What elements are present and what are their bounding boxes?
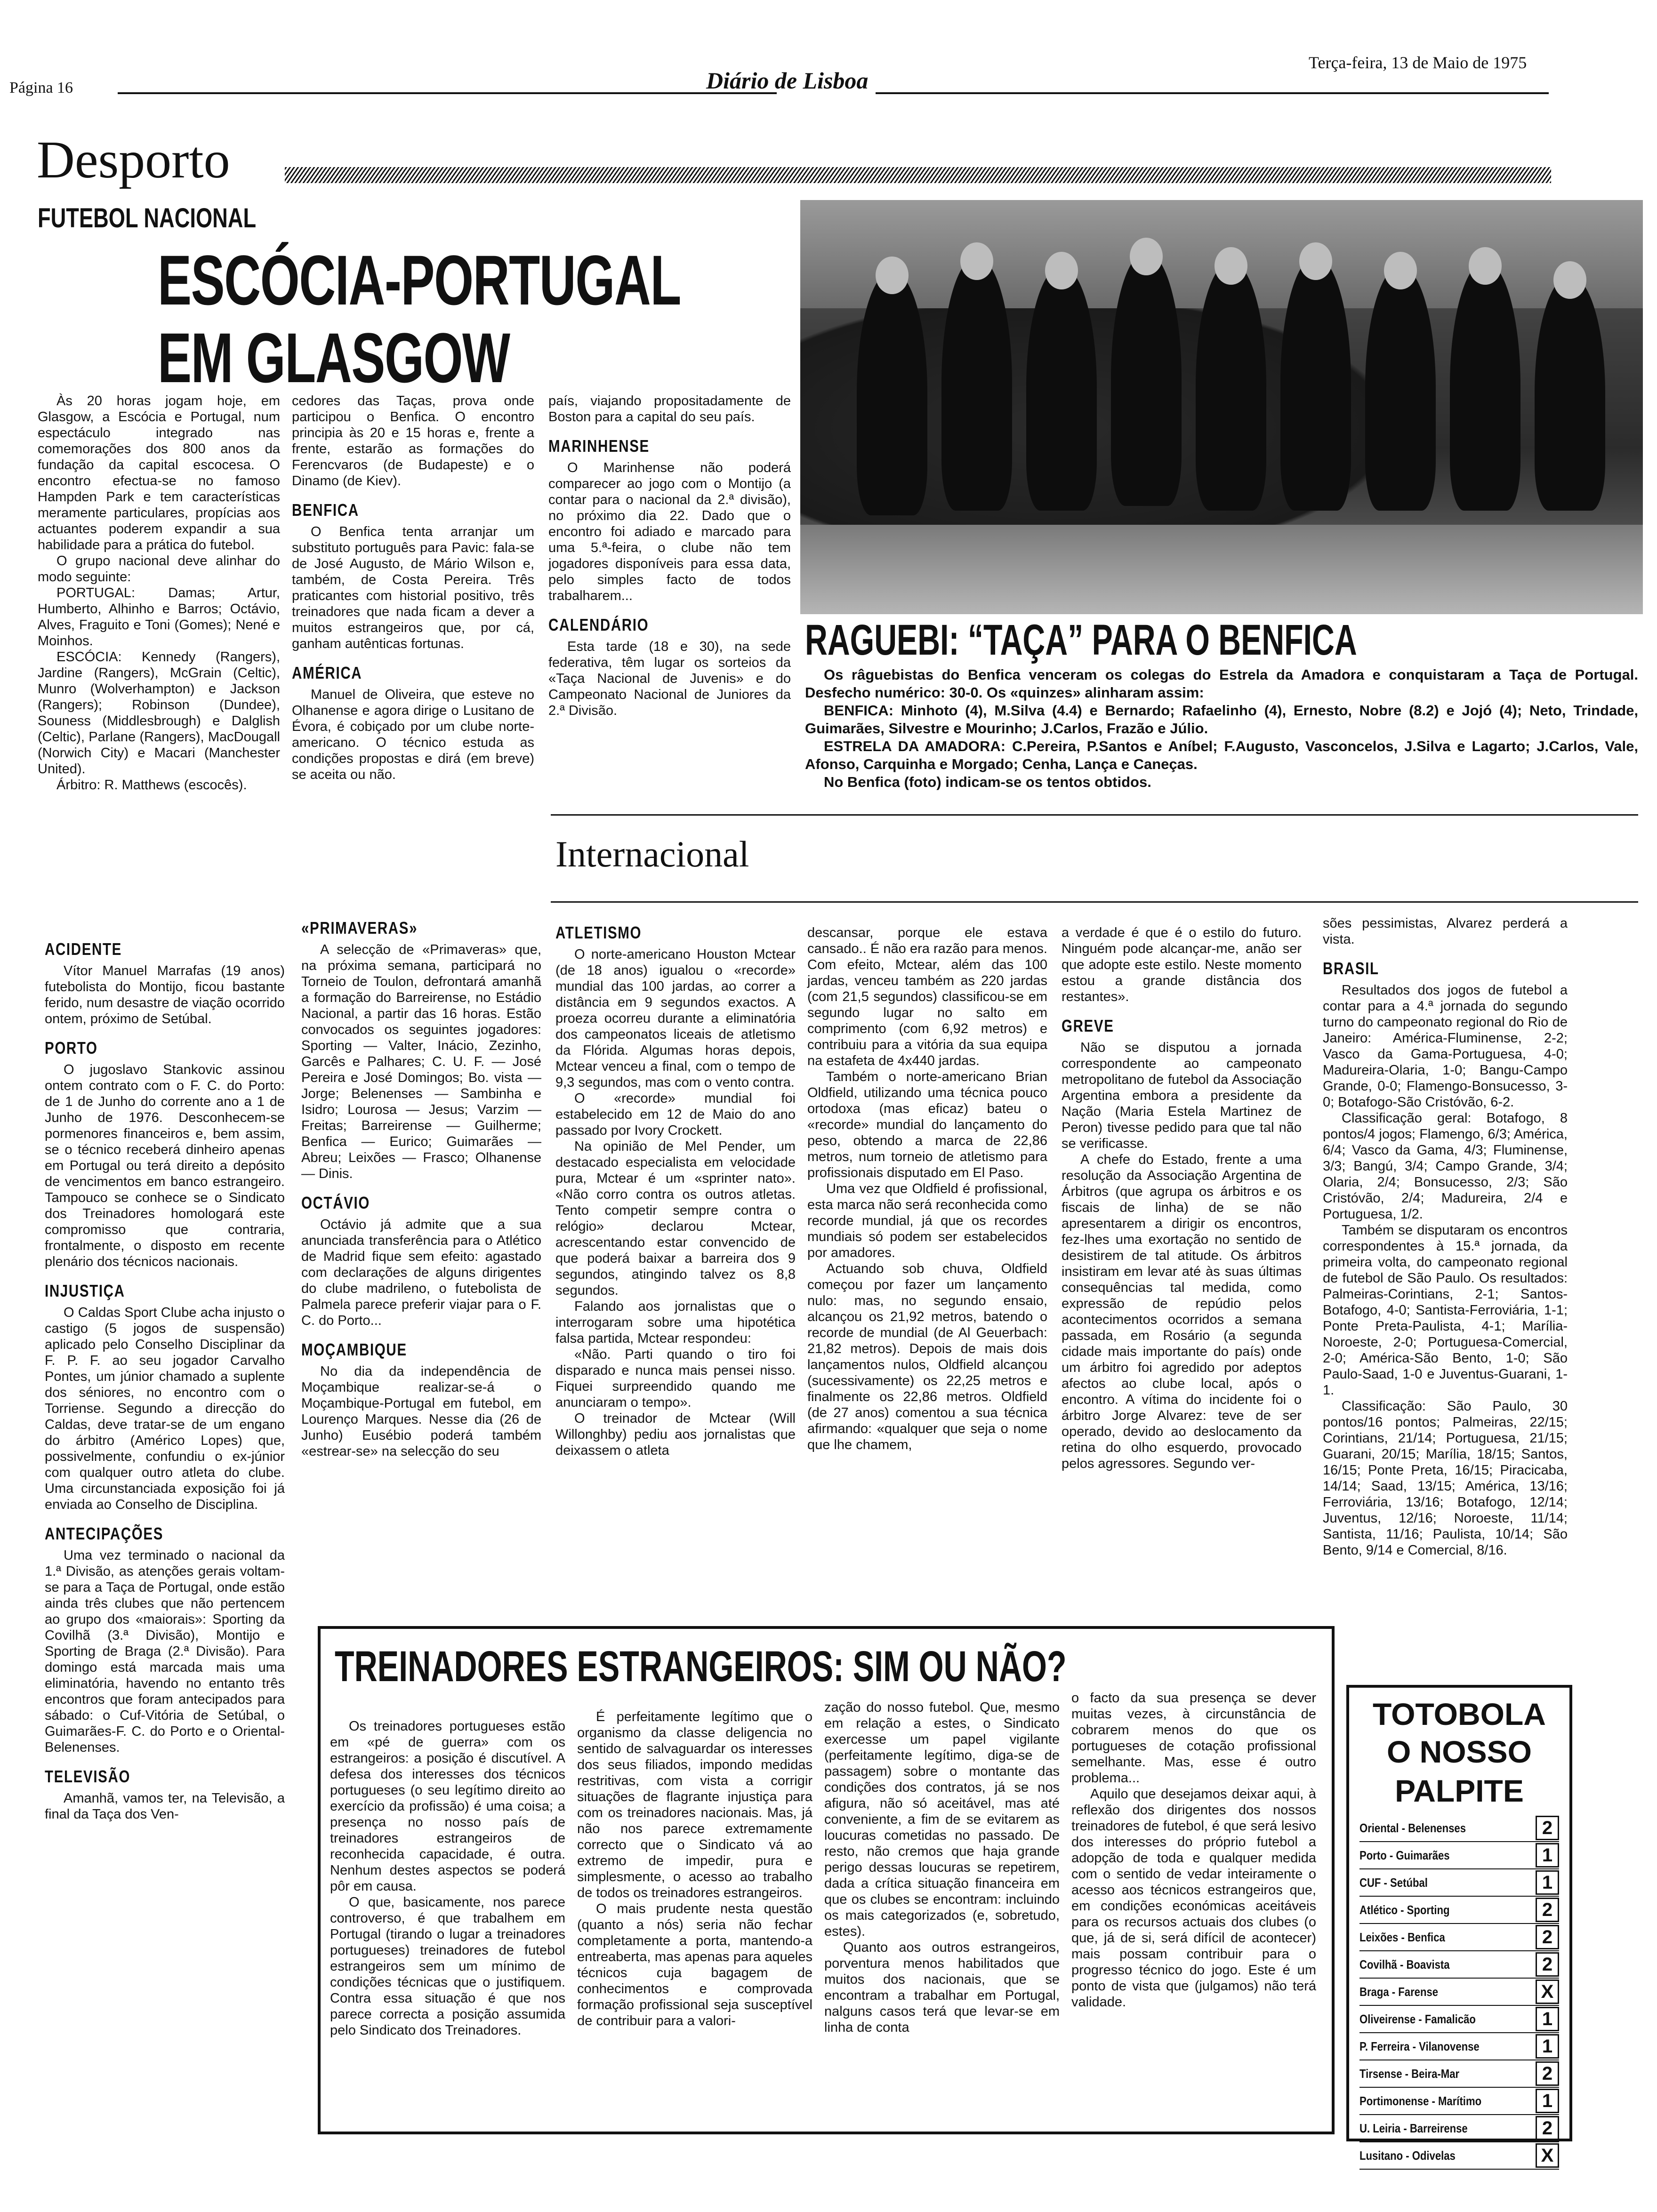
match-name: Atlético - Sporting: [1359, 1902, 1450, 1917]
paragraph: O Caldas Sport Clube acha injusto o castigo (5 jogos de suspensão) aplicado pelo Conselho Disciplinar da F. P. F. ao seu jogador Carvalho Pontes, um júnior chamado a suplente dos séniores, no encontro com o Torriense. Segundo a direcção do Caldas, deve tratar-se de um engano do árbitro (Américo Lopes) que, possivelmente, confundiu o ex-júnior com qualquer outro atleta do clube. Uma circunstanciada exposição foi já enviada ao Conselho de Disciplina.: [45, 1305, 285, 1512]
totobola-subtitle: O NOSSO: [1386, 1734, 1532, 1769]
paragraph: Uma vez terminado o nacional da 1.ª Divisão, as atenções gerais voltam-se para a Taça de Portugal, onde estão ainda três clubes que não pertencem ao grupo dos «maiorais»: Sporting da Covilhã (3.ª Divisão), Montijo e Sporting de Braga (2.ª Divisão). Para domingo está marcada mais uma eliminatória, havendo no entanto três encontros que foram antecipados para sábado: o Cuf-Vitória de Setúbal, o Guimarães-F. C. do Porto e o Oriental-Belenenses.: [45, 1548, 285, 1755]
player-head: [1215, 247, 1247, 285]
treinadores-col-4: [1071, 1690, 1316, 2010]
paragraph: BENFICA: Minhoto (4), M.Silva (4.4) e Bernardo; Rafaelinho (4), Ernesto, Nobre (8.2) e Jojó (4); Neto, Trindade, Guimarães, Silvestre e Mourinho; J.Carlos, Frazão e Júlio.: [805, 702, 1638, 737]
player-figure: [941, 256, 1012, 511]
match-tip: 1: [1536, 2034, 1559, 2059]
player-head: [1469, 247, 1502, 285]
paragraph: ESCÓCIA: Kennedy (Rangers), Jardine (Rangers), McGrain (Celtic), Munro (Wolverhampton) e Jackson (Rangers); Robinson (Dundee), Souness (Middlesbrough) e Dalglish (Celtic), Parlane (Rangers), MacDougall (Norwich City) e Macari (Manchester United).: [38, 649, 280, 777]
paragraph: O mais prudente nesta questão (quanto a nós) seria não fechar completamente a porta, mantendo-a entreaberta, mas apenas para aqueles técnicos cuja bagagem de conhecimentos e comprovada formação profissional seja susceptível de contribuir para a valori-: [577, 1901, 812, 2028]
totobola-row: [1359, 2033, 1559, 2060]
paragraph: ESTRELA DA AMADORA: C.Pereira, P.Santos e Aníbel; F.Augusto, Vasconcelos, J.Silva e Lagarto; J.Carlos, Vale, Afonso, Carquinha e Morgado; Cenha, Lança e Caneças.: [805, 738, 1638, 772]
paragraph: Quanto aos outros estrangeiros, porventura menos habilitados que muitos dos nacionais, que se encontram a trabalhar em Portugal, nalguns casos terá que levar-se em linha de conta: [824, 1940, 1060, 2035]
paragraph: o facto da sua presença se dever muitas vezes, à circunstância de cobrarem menos do que os portugueses de cotação profissional semelhante. Mas, esse é outro problema...: [1071, 1691, 1316, 1786]
atletismo-col-1: [555, 925, 796, 1459]
paragraph: Esta tarde (18 e 30), na sede federativa, têm lugar os sorteios da «Taça Nacional de Juvenis» e do Campeonato Nacional de Juniores da 2.ª Divisão.: [548, 639, 791, 718]
paragraph: Manuel de Oliveira, que esteve no Olhanense e agora dirige o Lusitano de Évora, é cobiçado por um clube norte-americano. O técnico estuda as condições propostas e dirá (em breve) se aceita ou não.: [292, 687, 534, 782]
paragraph: O Marinhense não poderá comparecer ao jogo com o Montijo (a contar para o nacional da 2.ª divisão), no próximo dia 22. Dado que o encontro foi adiado e marcado para uma 5.ª-feira, o clube não tem jogadores disponíveis para essa data, pelo simples facto de todos trabalharem...: [548, 460, 791, 603]
paragraph: Aquilo que desejamos deixar aqui, à reflexão dos dirigentes dos nossos treinadores de futebol, é que será lesivo dos interesses do próprio futebol a adopção de toda e qualquer medida com o sentido de vedar inteiramente o acesso aos técnicos estrangeiros que, em condições económicas aceitáveis para os recursos actuais dos clubes (o que, já de si, será difícil de acontecer) mais possam contribuir para o progresso técnico do jogo. Este é um ponto de vista que (julgamos) não terá validade.: [1071, 1787, 1316, 2010]
match-name: Tirsense - Beira-Mar: [1359, 2066, 1460, 2081]
subhead-primaveras: «PRIMAVERAS»: [301, 918, 418, 938]
subhead-porto: PORTO: [45, 1038, 98, 1058]
totobola-row: [1359, 1979, 1559, 2006]
paragraph: Às 20 horas jogam hoje, em Glasgow, a Escócia e Portugal, num espectáculo integrado nas comemorações dos 800 anos da fundação da capital escocesa. O encontro efectua-se no famoso Hampden Park e tem características meramente particulares, propícias aos actuantes poderem expandir a sua habilidade para a prática do futebol.: [38, 393, 280, 553]
match-tip: 2: [1536, 1898, 1559, 1922]
subhead-calendario: CALENDÁRIO: [548, 615, 649, 634]
subhead-octavio: OCTÁVIO: [301, 1193, 370, 1212]
player-head: [1045, 252, 1078, 289]
paragraph: Árbitro: R. Matthews (escocês).: [56, 777, 247, 793]
subhead-acidente: ACIDENTE: [45, 939, 122, 959]
paragraph: É perfeitamente legítimo que o organismo da classe deligencia no sentido de salvaguardar os interesses dos seus filiados, impondo medidas restritivas, com vista a corrigir situações de flagrante injustiça para com os treinadores nacionais. Mas, já não nos parece extremamente correcto que o Sindicato vá ao extremo de impedir, pura e simplesmente, o acesso ao trabalho de todos os treinadores estrangeiros.: [577, 1709, 812, 1900]
totobola-row: [1359, 1897, 1559, 1924]
team-photo: [800, 200, 1643, 614]
player-figure: [1535, 275, 1605, 511]
subsection-title: FUTEBOL NACIONAL: [38, 203, 257, 233]
player-figure: [1450, 261, 1520, 511]
match-tip: 2: [1536, 1952, 1559, 1977]
match-tip: 2: [1536, 1925, 1559, 1949]
paragraph: No Benfica (foto) indicam-se os tentos obtidos.: [824, 774, 1151, 790]
issue-date: Terça-feira, 13 de Maio de 1975: [1309, 53, 1527, 72]
page-number: Página 16: [9, 79, 73, 96]
main-story-col-3: [548, 393, 791, 719]
match-tip: 1: [1536, 2089, 1559, 2113]
paragraph: sões pessimistas, Alvarez perderá a vista.: [1323, 916, 1568, 947]
paragraph: Falando aos jornalistas que o interrogaram sobre uma hipotética falsa partida, Mctear respondeu:: [555, 1299, 796, 1346]
photo-story-text: [805, 666, 1638, 791]
totobola-row: [1359, 2060, 1559, 2088]
match-tip: X: [1536, 1980, 1559, 2004]
subhead-greve: GREVE: [1062, 1016, 1114, 1035]
masthead-rule: [118, 92, 777, 94]
paragraph: cedores das Taças, prova onde participou o Benfica. O encontro principia às 20 e 15 horas e, frente a frente, estarão as formações do Ferencvaros (de Budapeste) e o Dinamo (de Kiev).: [292, 393, 534, 489]
paragraph: O norte-americano Houston Mctear (de 18 anos) igualou o «recorde» mundial das 100 jardas, ao correr a distância em 9 segundos exactos. A proeza ocorreu durante a eliminatória dos campeonatos liceais de atletismo da Flórida. Algumas horas depois, Mctear venceu a final, com o tempo de 9,3 segundos, mas com o vento contra.: [555, 947, 796, 1090]
internacional-title: Internacional: [555, 834, 749, 874]
paragraph: No dia da independência de Moçambique realizar-se-á o Moçambique-Portugal em futebol, em Lourenço Marques. Nesse dia (26 de Junho) Eusébio poderá também «estrear-se» na selecção do seu: [301, 1364, 541, 1459]
match-name: Oliveirense - Famalicão: [1359, 2012, 1476, 2026]
subhead-marinhense: MARINHENSE: [548, 436, 650, 456]
player-figure: [857, 271, 927, 515]
treinadores-col-1: [330, 1718, 565, 2038]
totobola-list: [1359, 1815, 1559, 2170]
player-figure: [1026, 266, 1097, 511]
treinadores-col-3: [824, 1699, 1060, 2036]
totobola-row: [1359, 2088, 1559, 2115]
treinadores-col-2: [577, 1709, 812, 2029]
player-head: [1130, 238, 1163, 275]
totobola-title: TOTOBOLA: [1373, 1697, 1546, 1731]
subhead-america: AMÉRICA: [292, 663, 362, 682]
headline-line-2: EM GLASGOW: [158, 318, 510, 397]
paragraph: Na opinião de Mel Pender, um destacado especialista em velocidade pura, Mctear é um «sprinter nato». «Não corro contra os outros atletas. Tento competir sempre contra o relógio» declarou Mctear, acrescentando estar convencido de que poderá baixar a barreira dos 9 segundos, atingindo talvez os 8,8 segundos.: [555, 1139, 796, 1298]
player-head: [960, 242, 993, 280]
paragraph: a verdade é que é o estilo do futuro. Ninguém pode alcançar-me, anão ser que adopte este estilo. Neste momento estou a grande distância dos restantes».: [1062, 925, 1302, 1004]
paragraph: Octávio já admite que a sua anunciada transferência para o Atlético de Madrid fique sem efeito: agastado com declarações de alguns dirigentes do clube madrileno, o futebolista de Palmela parece preferir viajar para o F. C. do Porto...: [301, 1217, 541, 1328]
greve-column: [1062, 925, 1302, 1472]
paragraph: Amanhã, vamos ter, na Televisão, a final da Taça dos Ven-: [45, 1791, 285, 1822]
paragraph: Classificação geral: Botafogo, 8 pontos/4 jogos; Flamengo, 6/3; América, 6/4; Vasco da Gama, 4/3; Fluminense, 3/3; Bangú, 3/4; Campo Grande, 3/4; Olaria, 2/4; Bonsucesso, 2/3; São Cristóvão, 2/4; Madureira, 2/4 e Portuguesa, 1/2.: [1323, 1111, 1568, 1222]
match-tip: 2: [1536, 2061, 1559, 2086]
internacional-rule-top: [551, 814, 1638, 816]
left-column-briefs: [45, 941, 285, 1822]
photo-ground: [800, 525, 1643, 614]
match-tip: X: [1536, 2143, 1559, 2168]
paragraph: O jugoslavo Stankovic assinou ontem contrato com o F. C. do Porto: de 1 de Junho do corrente ano a 1 de Junho de 1976. Desconhecem-se pormenores financeiros e, bem assim, se o técnico receberá dinheiro apenas em Portugal ou terá direito a depósito de vencimentos em banco estrangeiro. Tampouco se conhece se o Sindicato dos Treinadores homologará este compromisso que contraria, frontalmente, o disposto em recente plenário dos técnicos nacionais.: [45, 1062, 285, 1269]
match-tip: 2: [1536, 2116, 1559, 2140]
paragraph: «Não. Parti quando o tiro foi disparado e nunca mais pensei nisso. Fiquei surpreendido quando me anunciaram o tempo».: [555, 1347, 796, 1410]
main-story-col-2: [292, 393, 534, 783]
subhead-atletismo: ATLETISMO: [555, 923, 642, 942]
subhead-brasil: BRASIL: [1323, 959, 1379, 978]
masthead-rule-right: [876, 92, 1549, 94]
paragraph: O que, basicamente, nos parece controverso, é que trabalhem em Portugal (tirando o lugar a treinadores portugueses) treinadores de futebol estrangeiros sem um mínimo de condições técnicas que o justifiquem. Contra essa situação é que nos parece correcta a posição assumida pelo Sindicato dos Treinadores.: [330, 1895, 565, 2038]
match-name: Covilhã - Boavista: [1359, 1957, 1450, 1972]
match-name: Leixões - Benfica: [1359, 1930, 1445, 1944]
match-name: Lusitano - Odivelas: [1359, 2148, 1456, 2163]
treinadores-box: [318, 1626, 1335, 2134]
paragraph: Vítor Manuel Marrafas (19 anos) futebolista do Montijo, ficou bastante ferido, num desastre de viação ocorrido ontem, próximo de Setúbal.: [45, 963, 285, 1026]
totobola-palpite: PALPITE: [1395, 1773, 1524, 1808]
match-tip: 1: [1536, 1843, 1559, 1867]
internacional-rule-bottom: [551, 901, 1638, 903]
paragraph: Não se disputou a jornada correspondente ao campeonato metropolitano de futebol da Associação Argentina embora a presidente da Nação (Maria Estela Martinez de Peron) tivesse pedido para que tal não se verificasse.: [1062, 1040, 1302, 1151]
player-head: [1553, 261, 1586, 299]
main-story-col-1: [38, 393, 280, 793]
match-name: Braga - Farense: [1359, 1984, 1439, 1999]
totobola-row: [1359, 2142, 1559, 2170]
totobola-row: [1359, 2115, 1559, 2142]
player-figure: [1196, 261, 1266, 511]
section-title: Desporto: [37, 131, 230, 189]
newspaper-name: Diário de Lisboa: [706, 67, 869, 94]
player-head: [1384, 252, 1417, 289]
player-head: [1299, 242, 1332, 280]
match-name: Portimonense - Marítimo: [1359, 2093, 1482, 2108]
paragraph: Resultados dos jogos de futebol a contar para a 4.ª jornada do segundo turno do campeonato regional do Rio de Janeiro: América-Fluminense, 2-2; Vasco da Gama-Portuguesa, 4-0; Madureira-Olaria, 1-0; Bangu-Campo Grande, 0-0; Flamengo-Bonsucesso, 3-0; Botafogo-São Cristóvão, 6-2.: [1323, 983, 1568, 1110]
paragraph: PORTUGAL: Damas; Artur, Humberto, Alhinho e Barros; Octávio, Alves, Fraguito e Toni (Gomes); Nené e Moinhos.: [38, 585, 280, 649]
subhead-antecipacoes: ANTECIPAÇÕES: [45, 1524, 164, 1543]
photo-story-headline: RAGUEBI: “TAÇA” PARA O BENFICA: [805, 616, 1357, 664]
match-name: Porto - Guimarães: [1359, 1848, 1450, 1862]
player-figure: [1365, 266, 1436, 511]
paragraph: O treinador de Mctear (Will Willonghby) pediu aos jornalistas que deixassem o atleta: [555, 1411, 796, 1458]
match-tip: 1: [1536, 1870, 1559, 1895]
paragraph: país, viajando propositadamente de Boston para a capital do seu país.: [548, 393, 791, 425]
paragraph: Os treinadores portugueses estão em «pé de guerra» com os estrangeiros: a posição é discutível. A defesa dos interesses dos técnicos portugueses (o seu legítimo direito ao exercício da profissão) é uma coisa; a presença no nosso país de treinadores estrangeiros de reconhecida capacidade, é outra. Nenhum destes aspectos se poderá pôr em causa.: [330, 1719, 565, 1894]
match-name: P. Ferreira - Vilanovense: [1359, 2039, 1480, 2053]
totobola-row: [1359, 1842, 1559, 1869]
atletismo-col-2: [807, 925, 1047, 1453]
paragraph: O «recorde» mundial foi estabelecido em 12 de Maio do ano passado por Ivory Crockett.: [555, 1091, 796, 1138]
paragraph: descansar, porque ele estava cansado.. É não era razão para menos. Com efeito, Mctear, além das 100 jardas, venceu também as 220 jardas (com 21,5 segundos) classificou-se em segundo lugar no salto em comprimento (com 6,92 metros) e contribuiu para a vitória da sua equipa na estafeta de 4x440 jardas.: [807, 925, 1047, 1068]
subhead-benfica: BENFICA: [292, 500, 359, 520]
paragraph: O Benfica tenta arranjar um substituto português para Pavic: fala-se de José Augusto, de Mário Wilson e, também, de Costa Pereira. Três praticantes com historial positivo, três treinadores que nada ficam a dever a muitos estrangeiros que, por cá, ganham autênticas fortunas.: [292, 524, 534, 651]
totobola-row: [1359, 1951, 1559, 1979]
headline-line-1: ESCÓCIA-PORTUGAL: [158, 240, 681, 320]
treinadores-headline: TREINADORES ESTRANGEIROS: SIM OU NÃO?: [335, 1643, 1067, 1691]
totobola-row: [1359, 1815, 1559, 1842]
paragraph: Actuando sob chuva, Oldfield começou por fazer um lançamento nulo: mas, no segundo ensaio, alcançou os 21,92 metros, batendo o recorde de mundial (de Al Geuerbach: 21,82 metros). Depois de mais dois lançamentos nulos, Oldfield alcançou (sucessivamente) os 22,25 metros e finalmente os 22,86 metros. Oldfield (de 27 anos) comentou a sua técnica afirmando: «qualquer que seja o nome que lhe chamem,: [807, 1261, 1047, 1452]
match-name: U. Leiria - Barreirense: [1359, 2121, 1468, 2135]
match-name: Oriental - Belenenses: [1359, 1820, 1466, 1835]
paragraph: zação do nosso futebol. Que, mesmo em relação a estes, o Sindicato exercesse um papel vigilante (perfeitamente legítimo, diga-se de passagem) sobre o montante das condições dos contratos, já se nos afigura, não só aceitável, mas até conveniente, a fim de se evitarem as loucuras cometidas no passado. De resto, não cremos que haja grande perigo dessas loucuras se repetirem, dada a crítica situação financeira em que os clubes se encontram: incluindo os mais categorizados (e, sobretudo, estes).: [824, 1700, 1060, 1939]
paragraph: Classificação: São Paulo, 30 pontos/16 pontos; Palmeiras, 22/15; Corintians, 21/14; Portuguesa, 21/15; Guarani, 20/15; Marília, 18/15; Santos, 16/15; Ponte Preta, 16/15; Piracicaba, 14/14; Saad, 13/15; América, 13/16; Ferroviária, 13/16; Botafogo, 12/14; Juventus, 12/16; Noroeste, 11/14; Santista, 11/16; Paulista, 10/14; São Bento, 9/14 e Comercial, 8/16.: [1323, 1399, 1568, 1558]
player-figure: [1280, 256, 1351, 511]
match-tip: 2: [1536, 1816, 1559, 1840]
paragraph: Também o norte-americano Brian Oldfield, utilizando uma técnica pouco ortodoxa (mas eficaz) bateu o «recorde» mundial do lançamento do peso, obtendo a marca de 22,86 metros, num torneio de atletismo para profissionais disputado em El Paso.: [807, 1069, 1047, 1180]
player-figure: [1111, 252, 1182, 506]
match-tip: 1: [1536, 2007, 1559, 2031]
totobola-row: [1359, 1869, 1559, 1897]
paragraph: Os râguebistas do Benfica venceram os colegas do Estrela da Amadora e conquistaram a Taça de Portugal. Desfecho numérico: 30-0. Os «quinzes» alinharam assim:: [805, 666, 1638, 701]
player-head: [876, 256, 909, 294]
paragraph: A selecção de «Primaveras» que, na próxima semana, participará no Torneio de Toulon, defrontará amanhã a formação do Barreirense, no Estádio Nacional, a partir das 16 horas. Estão convocados os seguintes jogadores: Sporting — Valter, Inácio, Zezinho, Garcês e Palhares; C. U. F. — José Pereira e José Domingos; Bo. vista — Jorge; Belenenses — Sambinha e Isidro; Lourosa — Jesus; Varzim — Freitas; Barreirense — Guilherme; Benfica — Eurico; Guimarães — Abreu; Leixões — Frasco; Olhanense — Dinis.: [301, 942, 541, 1181]
paragraph: Também se disputaram os encontros correspondentes à 15.ª jornada, da primeira volta, do campeonato regional de futebol de São Paulo. Os resultados: Palmeiras-Corintians, 2-1; Santos-Botafogo, 4-0; Santista-Ferroviária, 1-1; Ponte Preta-Paulista, 4-1; Marília-Noroeste, 2-0; Portuguesa-Comercial, 2-0; América-São Bento, 1-0; São Paulo-Saad, 1-0 e Juventus-Guarani, 1-1.: [1323, 1223, 1568, 1398]
subhead-mocambique: MOÇAMBIQUE: [301, 1340, 407, 1359]
match-name: CUF - Setúbal: [1359, 1875, 1428, 1890]
column-2-briefs: [301, 920, 541, 1459]
totobola-box: [1346, 1685, 1572, 2166]
paragraph: A chefe do Estado, frente a uma resolução da Associação Argentina de Árbitros (que agrupa os árbitros e os fiscais de linha) de se não apresentarem a dirigir os encontros, fez-lhes uma exortação no sentido de desistirem de tal atitude. Os árbitros insistiram em levar até às suas últimas consequências tal medida, como expressão de repúdio pelos acontecimentos ocorridos a semana passada, em Rosário (a segunda cidade mais importante do país) onde um árbitro foi agredido por adeptos afectos ao clube local, após o encontro. A vítima do incidente foi o árbitro Jorge Alvarez: teve de ser operado, devido ao deslocamento da retina do olho esquerdo, provocado pelos agressores. Segundo ver-: [1062, 1152, 1302, 1471]
paragraph: O grupo nacional deve alinhar do modo seguinte:: [38, 553, 280, 585]
totobola-row: [1359, 1924, 1559, 1951]
totobola-row: [1359, 2006, 1559, 2033]
subhead-televisao: TELEVISÃO: [45, 1767, 131, 1786]
brasil-column: [1323, 915, 1568, 1558]
subhead-injustica: INJUSTIÇA: [45, 1281, 125, 1300]
paragraph: Uma vez que Oldfield é profissional, esta marca não será reconhecida como recorde mundial, já que os recordes mundiais só podem ser estabelecidos por amadores.: [807, 1181, 1047, 1260]
section-rule: [285, 167, 1551, 183]
